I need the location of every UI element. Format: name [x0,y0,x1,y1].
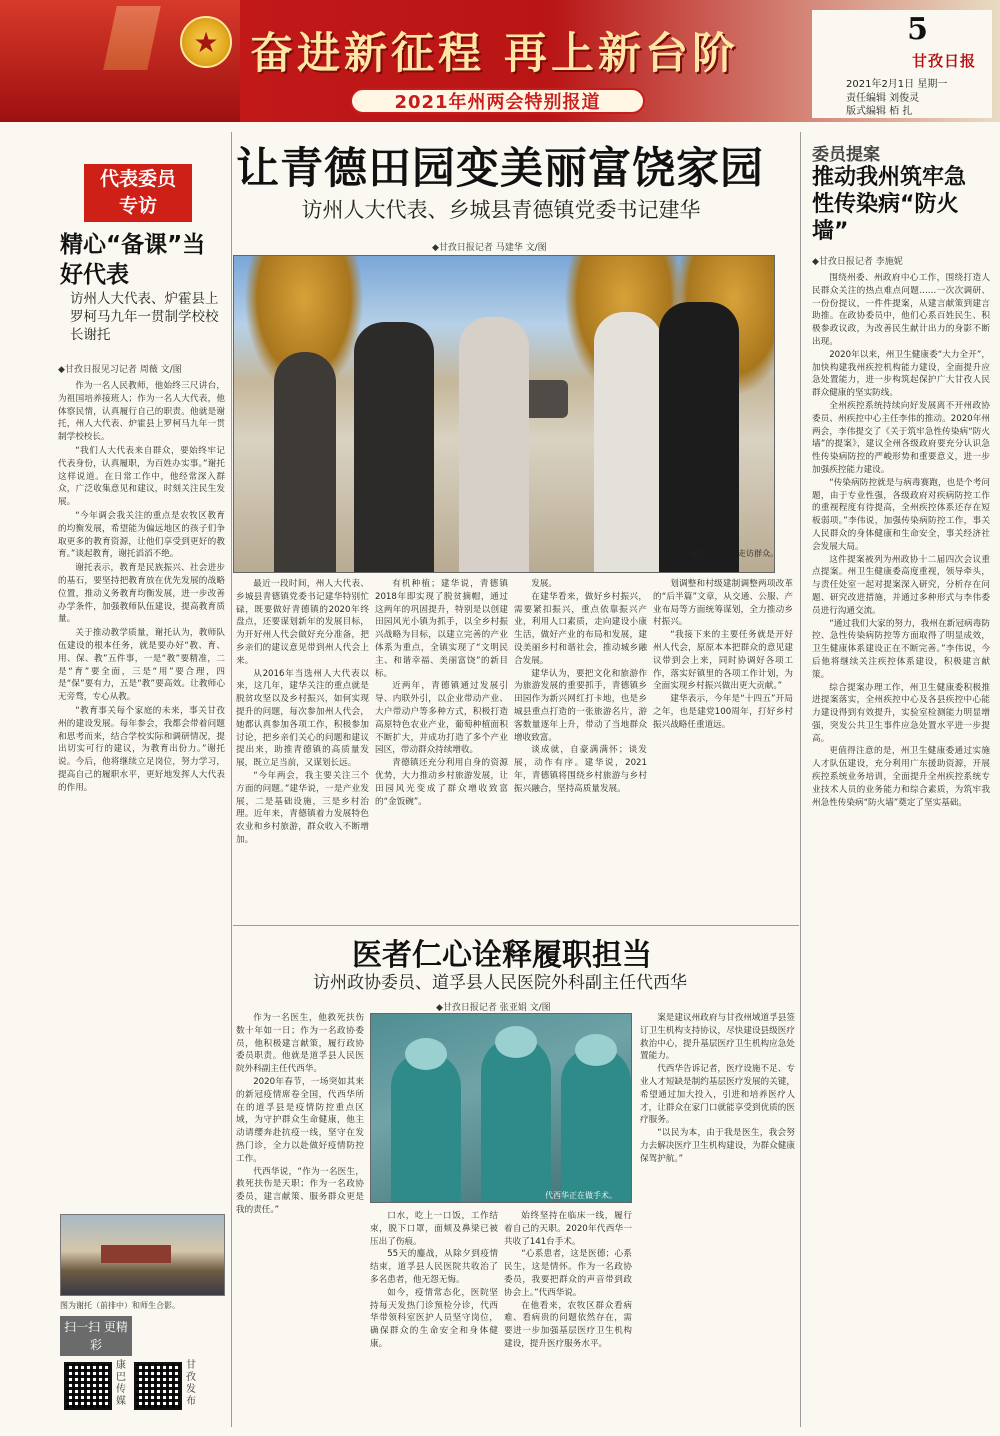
photo-person [594,312,662,572]
second-paragraph: “以民为本，由于我是医生，我会努力去解决医疗卫生机构建设，为群众健康保驾护航。” [640,1128,795,1164]
qr-text-kangba: 康巴传媒 [116,1360,126,1407]
main-photo [233,255,775,573]
left-paragraph: “我们人大代表来自群众，要始终牢记代表身份，认真履职，为百姓办实事。”谢托这样说道。在日常工作中，他经常深入群众，广泛收集意见和建议，时刻关注民生发展。 [58,445,225,508]
qr-code-icon[interactable] [64,1362,112,1410]
second-paragraph: 口水，吃上一口饭，工作结束，脱下口罩，面颊及鼻梁已被压出了伤痕。 [370,1211,498,1247]
left-headline: 精心“备课”当好代表 [60,232,206,288]
second-paragraph: 如今，疫情常态化，医院坚持每天发热门诊预检分诊，代西华带领科室医护人员坚守岗位，确保群众的生命安全和身体健康。 [370,1287,498,1349]
right-headline: 推动我州筑牢急性传染病“防火墙” [812,165,967,244]
main-paragraph: 建华表示，今年是“十四五”开局之年，也是建党100周年，打好乡村振兴战略任重道远。 [653,694,793,730]
main-headline: 让青德田园变美丽富饶家园 [236,144,764,194]
main-paragraph: 发展。 [531,579,557,589]
qr-text-ganzi: 甘孜发布 [186,1360,196,1407]
second-paragraph: 始终坚持在临床一线，履行着自己的天职。2020年代西华一共收了141台手术。 [504,1211,632,1247]
main-paragraph: 谈成就，自豪满满怀；谈发展，动作有序。建华说，2021年，青德镇将围绕乡村旅游与乡村振兴融合，坚持高质量发展。 [514,745,647,794]
main-paragraph: “我接下来的主要任务就是开好州人代会，原原本本把群众的意见建议带到会上来，同时协调好各项工作，落实好镇里的各项工作计划，为全面实现乡村振兴做出更大贡献。” [653,630,793,692]
right-paragraph: 围绕州委、州政府中心工作，围绕打造人民群众关注的热点难点问题……一次次调研、一份份提议，一件件提案，从建言献策到建言助推。在政协委员中，他们心系百姓民生、积极参政议政，为改善民生献计出力的身影不断出现。 [812,273,990,347]
main-paragraph: 建华认为，要把文化和旅游作为旅游发展的重要抓手，青德镇乡田园作为新兴网红打卡地，也是乡城县重点打造的一张旅游名片，游客数量逐年上升，带动了当地群众增收致富。 [514,668,647,743]
second-photo [370,1013,632,1203]
right-paragraph: 综合提案办理工作，州卫生健康委积极推进提案落实，全州疾控中心及各县疾控中心能力建设得到有效提升，实验室检测能力明显增强，突发公共卫生事件应急处置水平进一步提高。 [812,682,990,744]
photo-doctor [561,1047,631,1202]
left-paragraph: 谢托表示，教育是民族振兴、社会进步的基石，要坚持把教育放在优先发展的战略位置，推动义务教育均衡发展，进一步改善办学条件，加强教师队伍建设，提高教育质量。 [58,563,225,625]
second-paragraph: 案是建议州政府与甘孜州域道孚县签订卫生机构支持协议，尽快建设县级医疗救治中心，提升基层医疗卫生机构应急处置能力。 [640,1013,795,1062]
right-paragraph: “通过我们大家的努力，我州在新冠病毒防控、急性传染病防控等方面取得了明显成效，卫生健康体系建设正在不断完善。”李伟说，今后他将继续关注疾控体系建设，积极建言献策。 [812,618,990,680]
main-paragraph: 划调整和村级建制调整两项改革的“后半篇”文章，从交通、公服、产业布局等方面统筹谋划，全力推动乡村振兴。 [653,579,793,628]
photo-cap [575,1034,617,1066]
left-paragraph: “今年调会我关注的重点是农牧区教育的均衡发展，希望能为偏远地区的孩子们争取更多的教育资源，让他们享受到更好的教育。”谈起教育，谢托滔滔不绝。 [58,510,225,560]
left-paragraph: 作为一名人民教师，他始终三尺讲台，为祖国培养接班人；作为一名人大代表，他体察民情，认真履行自己的职责。他就是谢托，州人大代表、炉霍县上罗柯马九年一贯制学校校长。 [58,381,225,443]
main-paragraph: 最近一段时间，州人大代表、乡城县青德镇党委书记建华特别忙碌，既要做好青德镇的2020年终盘点，还要谋划新年的发展目标，为开好州人代会做好充分准备，把乡亲们的建议意见带到州人代会上来。 [236,579,369,666]
main-paragraph: “今年两会，我主要关注三个方面的问题。”建华说，一是产业发展，二是基础设施，三是乡村治理。近年来，青德镇着力发展特色农业和乡村旅游，群众收入不断增加。 [236,770,369,845]
second-paragraph: 作为一名医生，他救死扶伤数十年如一日；作为一名政协委员，他积极建言献策，履行政协委员职责。他就是道孚县人民医院外科副主任代西华。 [236,1013,364,1075]
main-column-3 [514,578,647,918]
special-report-ribbon: 2021年州两会特别报道 [350,88,645,114]
left-photo-caption: 图为谢托（前排中）和师生合影。 [60,1301,180,1310]
second-byline: ◆甘孜日报记者 张亚娟 文/图 [436,1003,551,1013]
section-rule [233,925,799,926]
right-byline: ◆甘孜日报记者 李施妮 [812,257,903,267]
left-photo [60,1214,225,1296]
left-byline: ◆甘孜日报见习记者 周薇 文/图 [58,365,182,375]
right-paragraph: 全州疾控系统持续向好发展离不开州政协委员、州疾控中心主任李伟的推动。2020年州两会，李伟提交了《关于筑牢急性传染病“防火墙”的提案》，建议全州各级政府要充分认识急性传染病防控的严峻形势和重要意义，进一步加强疾控能力建设。 [812,400,990,475]
second-column-2 [370,1210,498,1422]
date-line: 2021年2月1日 星期一 [846,79,948,90]
main-column-4 [653,578,793,918]
second-paragraph: 代西华说，“作为一名医生，救死扶伤是天职；作为一名政协委员，建言献策、服务群众更是我的责任。” [236,1166,364,1215]
second-paragraph: 2020年春节，一场突如其来的新冠疫情席卷全国，代西华所在的道孚县是疫情防控重点区域，为守护群众生命健康，他主动请缨奔赴抗疫一线，坚守在发热门诊，全力以赴做好疫情防控工作。 [236,1076,364,1164]
right-article-body [812,272,990,1422]
right-paragraph: “传染病防控就是与病毒赛跑，也是个考问题，由于专业性强，各级政府对疾病防控工作的重视程度有待提高，全州疾控体系还存在短板弱项。”李伟说，加强传染病防控工作，事关人民群众的身体健康和生命安全，事关经济社会发展大局。 [812,477,990,552]
second-paragraph: 代西华告诉记者，医疗设施不足、专业人才短缺是制约基层医疗发展的关键，希望通过加大投入，引进和培养医疗人才，让群众在家门口就能享受到优质的医疗服务。 [640,1064,795,1126]
main-photo-caption: 建华（右二）走访群众。 [690,549,778,558]
qr-code-icon[interactable] [134,1362,182,1410]
column-rule-left [231,132,232,1427]
main-paragraph: 在建华看来，做好乡村振兴，需要紧扣振兴，重点依靠振兴产业，利用人口素质，走向建设小康生活，做好产业的布局和发展，建设美丽乡村和谐社会，推动城乡融合发展。 [514,591,647,666]
main-column-2 [375,578,508,918]
main-paragraph: 从2016年当选州人大代表以来，这几年，建华关注的重点就是脱贫攻坚以及乡村振兴，如何实现提升的问题，每次参加州人代会，她都认真参加各项工作，积极参加讨论，把乡亲们关心的问题和建议提出来，助推青德镇的高质量发展，既立足当前，又谋划长远。 [236,668,369,769]
paper-name: 甘孜日报 [911,52,976,70]
column-rule-right [800,132,801,1427]
second-headline: 医者仁心诠释履职担当 [352,938,652,973]
right-kicker: 委员提案 [812,145,880,165]
column-tag-line2: 专访 [118,195,157,217]
editor-responsible: 责任编辑 刘俊灵 [846,93,920,104]
photo-doctor [481,1037,551,1202]
main-paragraph: 近两年，青德镇通过发展引导、内联外引，以企业带动产业、大户带动户等多种方式，积极打造高原特色农业产业，葡萄种植面积不断扩大，并成功打造了多个产业园区，带动群众持续增收。 [375,681,508,756]
school-sign [101,1245,171,1263]
second-paragraph: 55天的鏖战，从除夕到疫情结束，道孚县人民医院共收治了多名患者，他无怨无悔。 [370,1249,498,1285]
second-paragraph: “心系患者，这是医德；心系民生，这是情怀。作为一名政协委员，我要把群众的声音带到政协会上。”代西华说。 [504,1249,632,1298]
second-column-4 [640,1012,795,1422]
qr-label: 扫一扫 更精彩 [60,1316,132,1356]
main-byline: ◆甘孜日报记者 马建华 文/图 [432,243,547,253]
main-paragraph: 有机种植；建华说，青德镇2018年即实现了脱贫摘帽，通过这两年的巩固提升，特别是以创建田园风光小镇为抓手，以全乡村振兴战略为目标，以建立完善的产业体系为重点，全镇实现了“文明民主、和谐幸福、美丽富饶”的新目标。 [375,579,508,679]
masthead-slogan: 奋进新征程 再上新台阶 [250,29,739,79]
photo-cap [405,1038,447,1070]
right-paragraph: 这件提案被列为州政协十二届四次会议重点提案。州卫生健康委高度重视，领导牵头，与责任处室一起对提案深入研究，分析存在问题、研究改进措施，并通过多种形式与李伟委员进行沟通交流。 [812,554,990,616]
right-paragraph: 更值得注意的是，州卫生健康委通过实施人才队伍建设，充分利用广东援助资源，开展疾控系统业务培训，全面提升全州疾控系统专业技术人员的业务能力和综合素质，为筑牢我州急性传染病“防火墙”奠定了坚实基础。 [812,746,990,808]
masthead-banner [0,0,1000,122]
photo-person [274,352,336,572]
second-column-3 [504,1210,632,1422]
second-subhead: 访州政协委员、道孚县人民医院外科副主任代西华 [313,973,687,993]
second-column-1 [236,1012,364,1422]
second-photo-caption: 代西华正在做手术。 [545,1191,617,1200]
left-subhead: 访州人大代表、炉霍县上罗柯马九年一贯制学校校长谢托 [70,291,219,343]
main-paragraph: 青德镇还充分利用自身的资源优势，大力推动乡村旅游发展，让田园风光变成了群众增收致富的“金饭碗”。 [375,758,508,807]
column-tag-line1: 代表委员 [99,168,176,190]
photo-person [459,317,529,572]
emblem-icon: ★ [180,16,232,68]
second-paragraph: 在他看来，农牧区群众看病难、看病贵的问题依然存在，需要进一步加强基层医疗卫生机构建设，提升医疗服务水平。 [504,1300,632,1349]
right-paragraph: 2020年以来，州卫生健康委“大力全开”，加快构建我州疾控机构能力建设，全面提升应急处置能力，进一步构筑起保护广大甘孜人民群众健康的坚实防线。 [812,349,990,399]
left-paragraph: “教育事关每个家庭的未来，事关甘孜州的建设发展。每年参会，我都会带着问题和思考而来，结合学校实际和调研情况，提出切实可行的建议，为教育出份力。”谢托说。今后，他将继续立足岗位，努力学习，提高自己的履职水平，更好地发挥人大代表的作用。 [58,705,225,793]
photo-person [659,302,739,572]
left-paragraph: 关于推动教学质量，谢托认为，教师队伍建设的根本任务，就是要办好“教、育、用、保、教”五件事，一是“教”要精准，二是“育”要全面，三是“用”要合理，四是“保”要有力，五是“教”要高效。让教师心无旁骛，专心从教。 [58,628,225,703]
photo-cap [495,1026,537,1058]
page-info-box [812,10,992,118]
photo-person [354,322,434,572]
left-article-body [58,380,225,1210]
editor-line [846,92,919,118]
main-column-1 [236,578,369,918]
editor-layout: 版式编辑 栢 扎 [846,106,913,117]
main-subhead: 访州人大代表、乡城县青德镇党委书记建华 [301,198,701,222]
column-tag [84,164,192,222]
page-number: 5 [907,12,928,47]
photo-doctor [391,1052,461,1202]
